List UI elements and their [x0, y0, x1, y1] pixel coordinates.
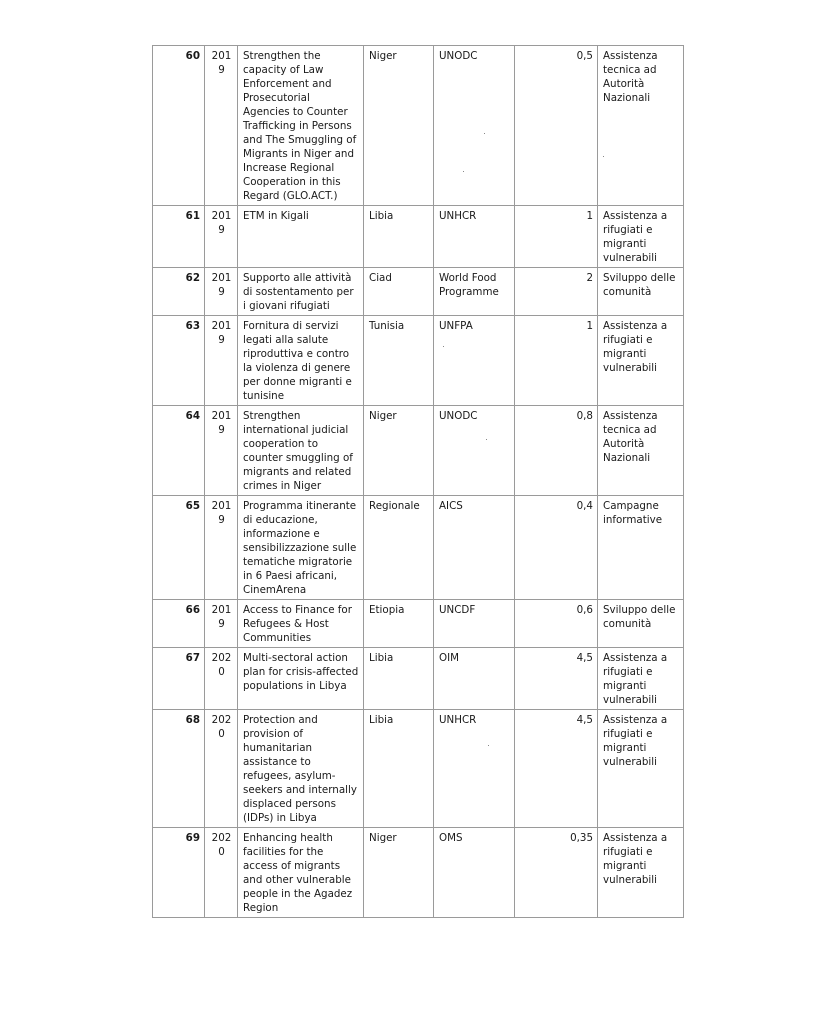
row-country: Etiopia: [364, 600, 434, 648]
row-amount: 0,6: [515, 600, 598, 648]
row-amount: 1: [515, 316, 598, 406]
row-title: Fornitura di servizi legati alla salute riproduttiva e contro la violenza di genere per donne migranti e tunisine: [238, 316, 364, 406]
scan-speck: [603, 156, 604, 157]
row-year: 2020: [205, 648, 238, 710]
row-number: 69: [153, 828, 205, 918]
row-category: Sviluppo delle comunità: [598, 600, 684, 648]
row-category: Assistenza a rifugiati e migranti vulnerabili: [598, 828, 684, 918]
table-row: [153, 496, 684, 600]
row-country: Niger: [364, 406, 434, 496]
row-title: Programma itinerante di educazione, informazione e sensibilizzazione sulle tematiche migratorie in 6 Paesi africani, CinemArena: [238, 496, 364, 600]
row-title: ETM in Kigali: [238, 206, 364, 268]
row-number: 62: [153, 268, 205, 316]
scan-speck: [484, 133, 485, 134]
row-number: 66: [153, 600, 205, 648]
row-category: Assistenza a rifugiati e migranti vulnerabili: [598, 648, 684, 710]
row-category: Sviluppo delle comunità: [598, 268, 684, 316]
row-agency: UNHCR: [434, 710, 515, 828]
row-amount: 0,35: [515, 828, 598, 918]
scan-speck: [488, 745, 489, 746]
row-agency: UNHCR: [434, 206, 515, 268]
row-country: Libia: [364, 206, 434, 268]
row-amount: 2: [515, 268, 598, 316]
table-row: [153, 46, 684, 206]
row-agency: AICS: [434, 496, 515, 600]
row-agency: World Food Programme: [434, 268, 515, 316]
row-number: 61: [153, 206, 205, 268]
row-number: 68: [153, 710, 205, 828]
scan-speck: [486, 439, 487, 440]
row-amount: 0,4: [515, 496, 598, 600]
row-number: 65: [153, 496, 205, 600]
row-category: Assistenza a rifugiati e migranti vulnerabili: [598, 206, 684, 268]
row-title: Multi-sectoral action plan for crisis-affected populations in Libya: [238, 648, 364, 710]
scan-speck: [443, 346, 444, 347]
row-year: 2019: [205, 600, 238, 648]
table-row: [153, 268, 684, 316]
row-year: 2020: [205, 828, 238, 918]
table-row: [153, 316, 684, 406]
table-row: [153, 600, 684, 648]
row-country: Ciad: [364, 268, 434, 316]
row-year: 2019: [205, 316, 238, 406]
row-title: Protection and provision of humanitarian assistance to refugees, asylum-seekers and internally displaced persons (IDPs) in Libya: [238, 710, 364, 828]
row-country: Tunisia: [364, 316, 434, 406]
row-country: Regionale: [364, 496, 434, 600]
table-row: [153, 648, 684, 710]
row-year: 2019: [205, 268, 238, 316]
row-amount: 0,8: [515, 406, 598, 496]
row-amount: 1: [515, 206, 598, 268]
row-amount: 0,5: [515, 46, 598, 206]
row-amount: 4,5: [515, 710, 598, 828]
scan-speck: [463, 171, 464, 172]
row-year: 2019: [205, 46, 238, 206]
row-number: 63: [153, 316, 205, 406]
row-category: Campagne informative: [598, 496, 684, 600]
row-agency: OMS: [434, 828, 515, 918]
row-year: 2020: [205, 710, 238, 828]
row-number: 60: [153, 46, 205, 206]
row-year: 2019: [205, 496, 238, 600]
row-category: Assistenza tecnica ad Autorità Nazionali: [598, 46, 684, 206]
row-year: 2019: [205, 206, 238, 268]
row-agency: UNODC: [434, 46, 515, 206]
row-title: Access to Finance for Refugees & Host Communities: [238, 600, 364, 648]
table-row: [153, 406, 684, 496]
row-number: 64: [153, 406, 205, 496]
row-amount: 4,5: [515, 648, 598, 710]
row-title: Strengthen international judicial cooperation to counter smuggling of migrants and related crimes in Niger: [238, 406, 364, 496]
projects-table: [152, 45, 684, 918]
row-agency: UNODC: [434, 406, 515, 496]
row-country: Niger: [364, 46, 434, 206]
table-row: [153, 710, 684, 828]
row-country: Libia: [364, 648, 434, 710]
row-category: Assistenza a rifugiati e migranti vulnerabili: [598, 316, 684, 406]
row-agency: UNFPA: [434, 316, 515, 406]
row-agency: UNCDF: [434, 600, 515, 648]
row-category: Assistenza tecnica ad Autorità Nazionali: [598, 406, 684, 496]
row-country: Libia: [364, 710, 434, 828]
table-row: [153, 206, 684, 268]
row-agency: OIM: [434, 648, 515, 710]
row-title: Strengthen the capacity of Law Enforcement and Prosecutorial Agencies to Counter Trafficking in Persons and The Smuggling of Migrants in Niger and Increase Regional Cooperation in this Regard (GLO.ACT.): [238, 46, 364, 206]
row-title: Supporto alle attività di sostentamento per i giovani rifugiati: [238, 268, 364, 316]
row-year: 2019: [205, 406, 238, 496]
row-title: Enhancing health facilities for the access of migrants and other vulnerable people in the Agadez Region: [238, 828, 364, 918]
row-country: Niger: [364, 828, 434, 918]
row-number: 67: [153, 648, 205, 710]
table-row: [153, 828, 684, 918]
row-category: Assistenza a rifugiati e migranti vulnerabili: [598, 710, 684, 828]
